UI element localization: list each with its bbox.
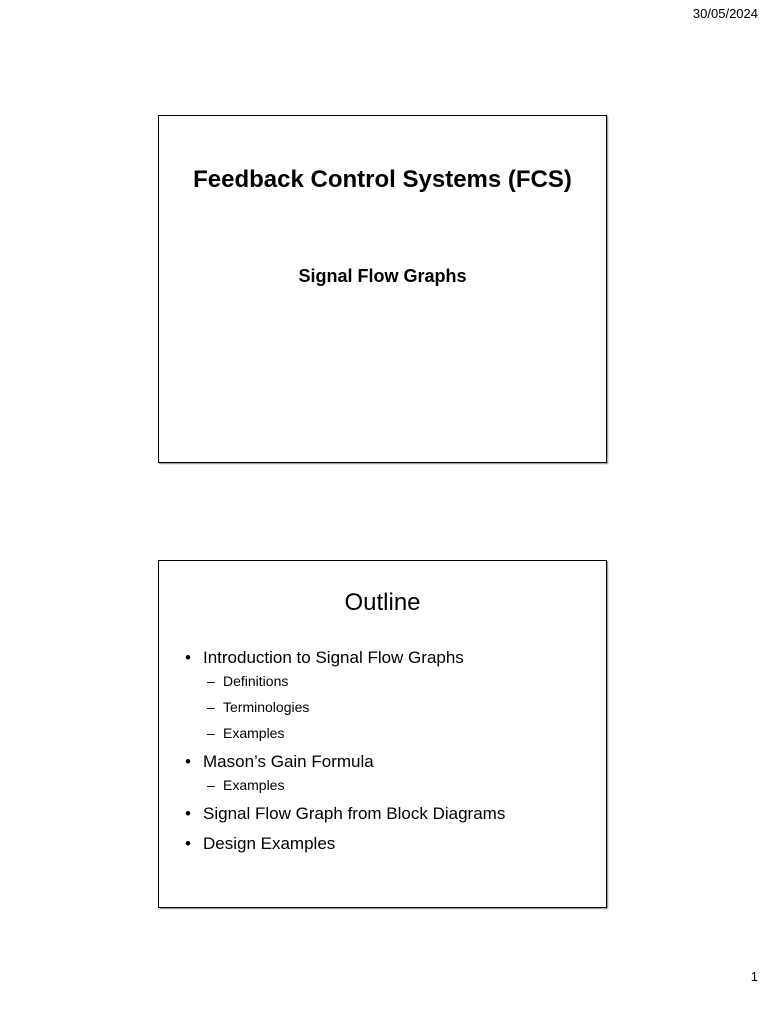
- outline-item: [183, 751, 596, 794]
- page-date: 30/05/2024: [692, 6, 758, 21]
- slide-subtitle: Signal Flow Graphs: [298, 266, 467, 286]
- outline-item-text: Design Examples: [203, 834, 336, 853]
- outline-sub-item: – Definitions: [203, 673, 596, 690]
- outline-sub-item: – Terminologies: [203, 699, 596, 716]
- outline-title: Outline: [344, 589, 421, 616]
- outline-sub-list: [203, 673, 596, 742]
- page-number: 1: [750, 969, 758, 984]
- outline-item: [183, 803, 596, 824]
- outline-sub-item: – Examples: [203, 725, 596, 742]
- slide-title: Feedback Control Systems (FCS): [193, 166, 572, 193]
- slide-title-page: [158, 115, 607, 463]
- outline-item: [183, 647, 596, 742]
- outline-item-text: Introduction to Signal Flow Graphs: [203, 648, 464, 667]
- slide-outline: [158, 560, 607, 908]
- outline-sub-list: [203, 777, 596, 794]
- outline-sub-item: – Examples: [203, 777, 596, 794]
- outline-item-text: Mason’s Gain Formula: [203, 752, 374, 771]
- outline-item: [183, 833, 596, 854]
- outline-item-text: Signal Flow Graph from Block Diagrams: [203, 804, 506, 823]
- outline-list: [183, 647, 596, 863]
